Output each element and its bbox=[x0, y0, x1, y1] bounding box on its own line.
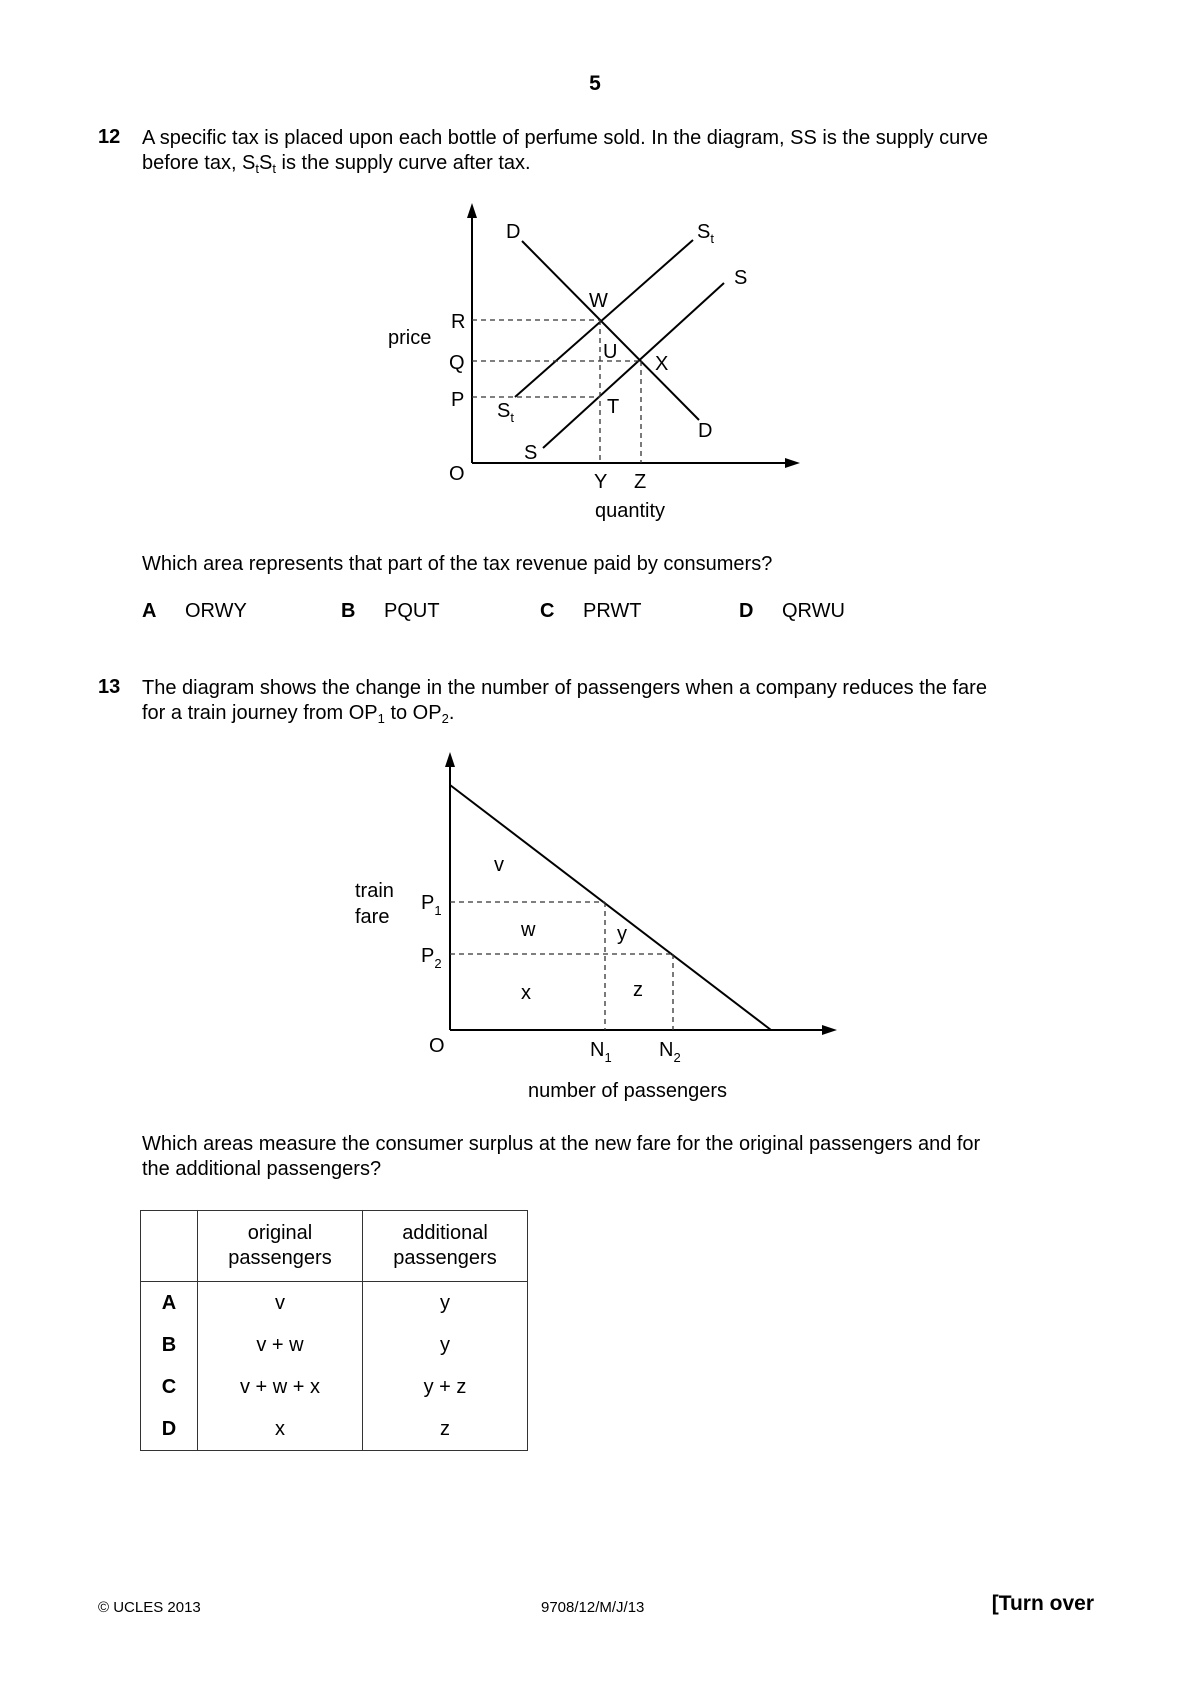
supply-curve-before-tax bbox=[543, 283, 724, 448]
point-w-label: W bbox=[589, 290, 608, 312]
area-x-label: x bbox=[521, 982, 531, 1004]
fare-axis-label-line1: train bbox=[355, 880, 394, 902]
row-letter: D bbox=[141, 1408, 198, 1451]
quantity-axis-arrow-icon bbox=[785, 458, 800, 468]
additional-cell: z bbox=[363, 1408, 528, 1451]
option-c-value: PRWT bbox=[583, 600, 642, 622]
fare-label-p1: $P_1$ bbox=[421, 892, 442, 918]
train-fare-diagram bbox=[0, 740, 1190, 1120]
passengers-axis-arrow-icon bbox=[822, 1025, 837, 1035]
supply-label-top: S bbox=[734, 267, 748, 289]
original-cell: v + w + x bbox=[198, 1366, 363, 1408]
origin-label: O bbox=[449, 463, 465, 485]
point-t-label: T bbox=[607, 396, 620, 418]
supply-after-tax-label-top: $S_t$ bbox=[697, 221, 714, 246]
original-cell: v + w bbox=[198, 1324, 363, 1366]
quantity-label-y: Y bbox=[594, 471, 608, 493]
supply-label-bottom: S bbox=[524, 442, 538, 464]
question-12-prompt: Which area represents that part of the tax revenue paid by consumers? bbox=[142, 553, 773, 575]
question-13-prompt-line2: the additional passengers? bbox=[142, 1158, 382, 1180]
answer-table-header bbox=[141, 1211, 528, 1282]
question-13-number: 13 bbox=[98, 676, 121, 698]
fare-label-p2: $P_2$ bbox=[421, 945, 442, 971]
passengers-label-n2: $N_2$ bbox=[659, 1039, 681, 1065]
turn-over-label: [Turn over bbox=[991, 1592, 1094, 1615]
additional-cell: y bbox=[363, 1324, 528, 1366]
option-c-letter: C bbox=[540, 600, 555, 622]
question-12-number: 12 bbox=[98, 126, 121, 148]
table-row bbox=[141, 1282, 528, 1325]
row-letter: A bbox=[141, 1282, 198, 1325]
demand-label-top: D bbox=[506, 221, 521, 243]
header-additional-passengers: additional passengers bbox=[363, 1211, 528, 1282]
passengers-label-n1: $N_1$ bbox=[590, 1039, 612, 1065]
question-13-text bbox=[142, 676, 1094, 726]
original-cell: v bbox=[198, 1282, 363, 1325]
question-13-line2: for a train journey from $OP_1$ to $OP_2$. bbox=[142, 702, 455, 726]
row-letter: B bbox=[141, 1324, 198, 1366]
footer-copyright: © UCLES 2013 bbox=[98, 1599, 201, 1616]
area-w-label: w bbox=[521, 919, 536, 941]
option-b-letter: B bbox=[341, 600, 356, 622]
answer-table bbox=[140, 1210, 528, 1451]
quantity-axis-label: quantity bbox=[595, 500, 666, 522]
option-d-letter: D bbox=[739, 600, 754, 622]
option-a-value: ORWY bbox=[185, 600, 247, 622]
table-row bbox=[141, 1366, 528, 1408]
price-axis-arrow-icon bbox=[467, 203, 477, 218]
fare-axis-label-line2: fare bbox=[355, 906, 390, 928]
table-row bbox=[141, 1408, 528, 1451]
area-y-label: y bbox=[617, 923, 627, 945]
header-original-passengers: original passengers bbox=[198, 1211, 363, 1282]
question-12-options bbox=[0, 600, 1190, 626]
option-d-value: QRWU bbox=[782, 600, 845, 622]
origin-label-13: O bbox=[429, 1035, 445, 1057]
point-u-label: U bbox=[603, 341, 618, 363]
price-label-q: Q bbox=[449, 352, 465, 374]
price-axis-label: price bbox=[388, 327, 432, 349]
page-number: 5 bbox=[589, 72, 601, 95]
question-13-line1: The diagram shows the change in the number of passengers when a company reduces the fare bbox=[142, 677, 987, 699]
price-label-p: P bbox=[451, 389, 465, 411]
question-12-line1: A specific tax is placed upon each bottle of perfume sold. In the diagram, SS is the supply curve bbox=[142, 127, 989, 149]
tax-supply-demand-diagram bbox=[0, 0, 1190, 560]
option-a-letter: A bbox=[142, 600, 157, 622]
table-row bbox=[141, 1324, 528, 1366]
fare-axis-arrow-icon bbox=[445, 752, 455, 767]
area-v-label: v bbox=[494, 854, 504, 876]
additional-cell: y + z bbox=[363, 1366, 528, 1408]
point-x-label: X bbox=[655, 353, 669, 375]
area-z-label: z bbox=[633, 979, 643, 1001]
price-label-r: R bbox=[451, 311, 466, 333]
footer-paper-code: 9708/12/M/J/13 bbox=[541, 1599, 645, 1616]
row-letter: C bbox=[141, 1366, 198, 1408]
question-13-prompt bbox=[142, 1132, 1094, 1182]
passengers-axis-label: number of passengers bbox=[528, 1080, 728, 1102]
original-cell: x bbox=[198, 1408, 363, 1451]
quantity-label-z: Z bbox=[634, 471, 647, 493]
supply-after-tax-label-bottom: $S_t$ bbox=[497, 400, 514, 425]
header-blank-cell bbox=[141, 1211, 198, 1282]
demand-label-bottom: D bbox=[698, 420, 713, 442]
question-12-line2: before tax, $S_tS_t$ is the supply curve after tax. bbox=[142, 152, 531, 176]
question-13-prompt-line1: Which areas measure the consumer surplus at the new fare for the original passengers and for bbox=[142, 1133, 981, 1155]
additional-cell: y bbox=[363, 1282, 528, 1325]
demand-line bbox=[450, 785, 771, 1030]
option-b-value: PQUT bbox=[384, 600, 440, 622]
